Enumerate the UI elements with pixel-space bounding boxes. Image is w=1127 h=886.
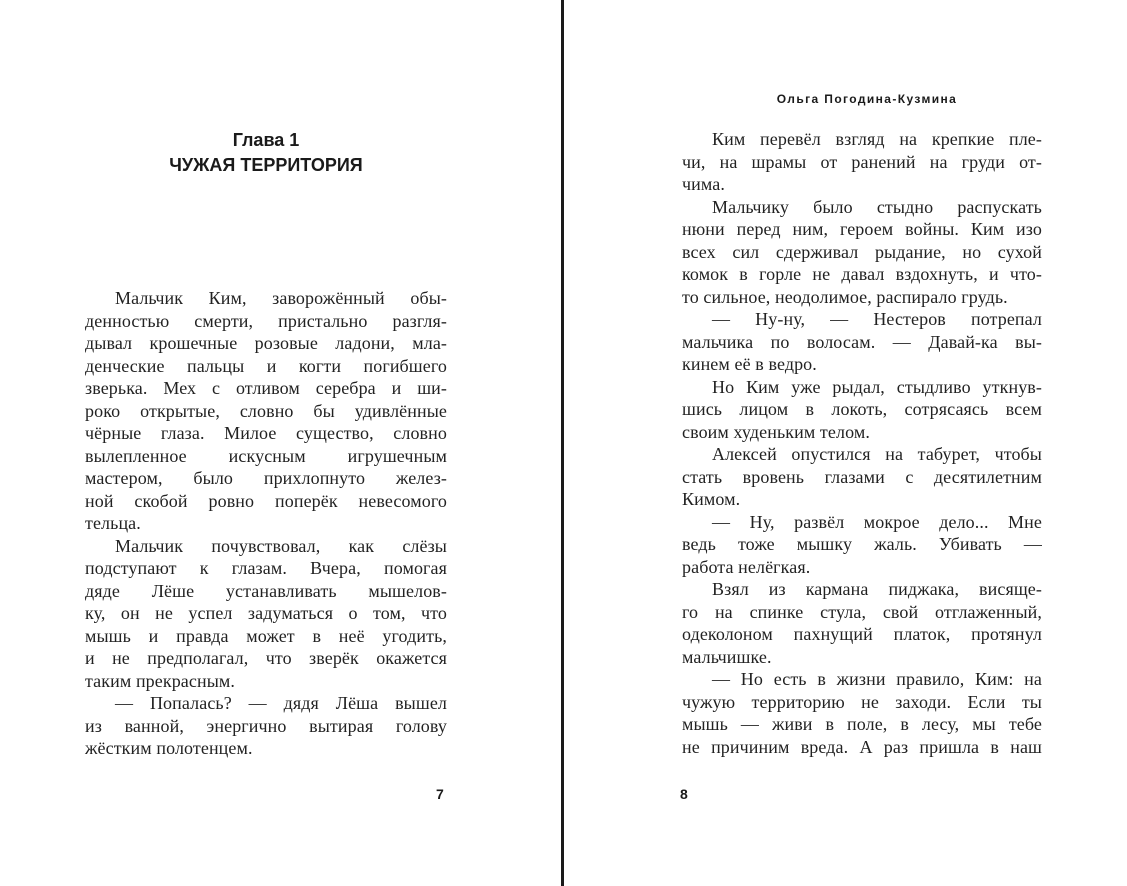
text-line: шись лицом в локоть, сотрясаясь всем [682,399,1042,419]
text-line: роко открытые, словно бы удивлённые [85,400,447,421]
running-head: Ольга Погодина-Кузмина [776,92,958,106]
text-line: дяде Лёше устанавливать мышелов- [85,580,447,601]
text-line: Ким перевёл взгляд на крепкие пле- [712,129,1042,149]
chapter-heading [85,128,447,178]
text-line: денностью смерти, пристально разгля- [85,310,447,331]
text-line: — Но есть в жизни правило, Ким: на [712,669,1042,689]
text-line: чужую территорию не заходи. Если ты [682,691,1042,712]
text-line: мышь и правда может в неё угодить, [85,625,447,646]
text-line: — Попалась? — дядя Лёша вышел [115,693,447,713]
chapter-number: Глава 1 [232,130,300,150]
text-line: мальчика по волосам. — Давай-ка вы- [682,331,1042,352]
text-line: Мальчик почувствовал, как слёзы [115,535,447,556]
text-line: мастером, было прихлопнуто желез- [85,468,447,488]
text-line: подступают к глазам. Вчера, помогая [85,558,447,578]
text-line: стать вровень глазами с десятилетним [682,466,1042,487]
text-line: и не предполагал, что зверёк окажется [85,648,447,668]
text-line: кинем её в ведро. [682,354,817,374]
text-line: не причиним вреда. А раз пришла в наш [682,736,1042,757]
right-page-body [682,128,1042,758]
text-line: денческие пальцы и когти погибшего [85,355,447,376]
page-number: 7 [436,786,444,802]
text-line: Мальчику было стыдно распускать [712,196,1042,217]
right-page [564,0,1127,886]
text-line: своим худеньким телом. [682,421,870,442]
text-line: всех сил сдерживал рыдание, но сухой [682,241,1042,262]
text-line: ведь тоже мышку жаль. Убивать — [682,534,1042,554]
text-line: ку, он не успел задуматься о том, что [85,603,447,623]
text-line: тельца. [85,513,141,533]
text-line: комок в горле не давал вздохнуть, и что- [682,264,1042,284]
text-line: нюни перед ним, героем войны. Ким изо [682,219,1042,239]
text-line: чи, на шрамы от ранений на груди от- [682,151,1042,172]
text-line: Кимом. [682,489,741,509]
text-line: вылепленное искусным игрушечным [85,445,447,466]
text-line: зверька. Мех с отливом серебра и ши- [85,378,447,398]
text-line: мальчишке. [682,646,772,667]
text-line: таким прекрасным. [85,670,236,691]
text-line: работа нелёгкая. [682,556,811,577]
text-line: чёрные глаза. Милое существо, словно [85,423,447,443]
text-line: ной скобой ровно поперёк невесомого [85,490,447,511]
page-number: 8 [680,786,688,802]
text-line: Но Ким уже рыдал, стыдливо уткнув- [712,376,1042,397]
left-page [0,0,561,886]
text-line: чима. [682,174,725,194]
text-line: Мальчик Ким, заворожённый обы- [115,288,447,308]
left-page-body [85,287,447,760]
text-line: Алексей опустился на табурет, чтобы [712,444,1042,464]
text-line: из ванной, энергично вытирая голову [85,715,447,736]
text-line: — Ну-ну, — Нестеров потрепал [712,309,1042,329]
text-line: дывал крошечные розовые ладони, мла- [85,333,447,353]
text-line: го на спинке стула, свой отглаженный, [682,601,1042,622]
text-line: одеколоном пахнущий платок, протянул [682,624,1042,644]
text-line: — Ну, развёл мокрое дело... Мне [712,511,1042,532]
text-line: то сильное, неодолимое, распирало грудь. [682,286,1008,307]
chapter-title: ЧУЖАЯ ТЕРРИТОРИЯ [169,155,363,175]
text-line: жёстким полотенцем. [85,738,253,758]
text-line: Взял из кармана пиджака, висяще- [712,579,1042,599]
text-line: мышь — живи в поле, в лесу, мы тебе [682,714,1042,734]
